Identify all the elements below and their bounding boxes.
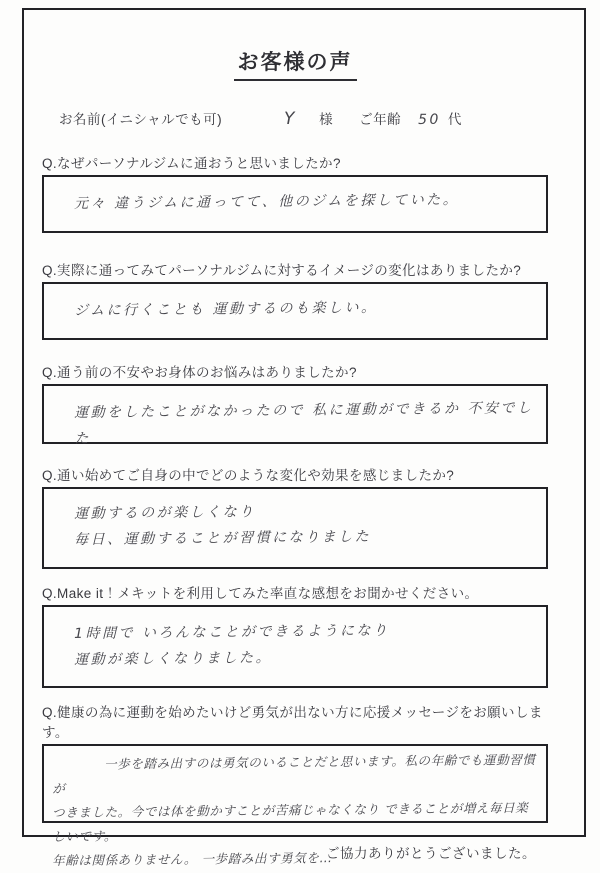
name-label: お名前(イニシャルでも可)	[59, 112, 223, 127]
name-row	[42, 108, 548, 129]
question-section-4	[42, 464, 548, 569]
answer-line: 運動が楽しくなりました。	[74, 649, 273, 668]
answer-line: 運動をしたことがなかったので 私に運動ができるか 不安でした	[74, 400, 534, 447]
answer-line: 運動するのが楽しくなり	[74, 504, 256, 522]
answer-box	[42, 384, 548, 447]
footer-thanks-text: ご協力ありがとうございました。	[326, 846, 536, 861]
answer-box	[42, 175, 548, 233]
answer-line: 1時間で いろんなことができるようになり	[74, 622, 390, 642]
question-label: Q.なぜパーソナルジムに通おうと思いましたか?	[42, 156, 341, 171]
answer-line: 一歩を踏み出すのは勇気のいることだと思います。私の年齢でも運動習慣が	[52, 751, 536, 796]
age-label: ご年齢	[359, 112, 402, 127]
age-suffix-label: 代	[447, 112, 462, 127]
answer-box	[42, 605, 548, 688]
question-section-5	[42, 582, 548, 688]
answer-line: 毎日、運動することが習慣になりました	[74, 528, 372, 548]
question-section-1	[42, 152, 548, 233]
answer-line: 元々 違うジムに通ってて、他のジムを探していた。	[74, 191, 460, 212]
answer-line: ジムに行くことも 運動するのも楽しい。	[74, 299, 378, 319]
survey-sheet	[22, 8, 586, 868]
answer-line: 年齢は関係ありません。 一歩踏み出す勇気を…	[52, 850, 333, 868]
answer-line: つきました。今では体を動かすことが苦痛じゃなくなり できることが増え毎日楽しいです。	[52, 800, 529, 844]
question-label: Q.健康の為に運動を始めたいけど勇気が出ない方に応援メッセージをお願いします。	[42, 705, 543, 740]
question-label: Q.実際に通ってみてパーソナルジムに対するイメージの変化はありましたか?	[42, 263, 522, 278]
question-label: Q.通い始めてご自身の中でどのような変化や効果を感じましたか?	[42, 468, 455, 483]
page-title: お客様の声	[234, 46, 357, 81]
question-label: Q.Make it！メキットを利用してみた率直な感想をお聞かせください。	[42, 586, 479, 601]
name-value-handwritten: Y	[284, 108, 298, 129]
answer-box	[42, 282, 548, 340]
answer-box	[42, 487, 548, 569]
honorific-label: 様	[319, 112, 334, 127]
age-value-handwritten: 50	[418, 111, 442, 128]
question-section-3	[42, 361, 548, 447]
question-section-2	[42, 259, 548, 340]
question-label: Q.通う前の不安やお身体のお悩みはありましたか?	[42, 365, 357, 380]
title-wrap	[42, 46, 548, 81]
